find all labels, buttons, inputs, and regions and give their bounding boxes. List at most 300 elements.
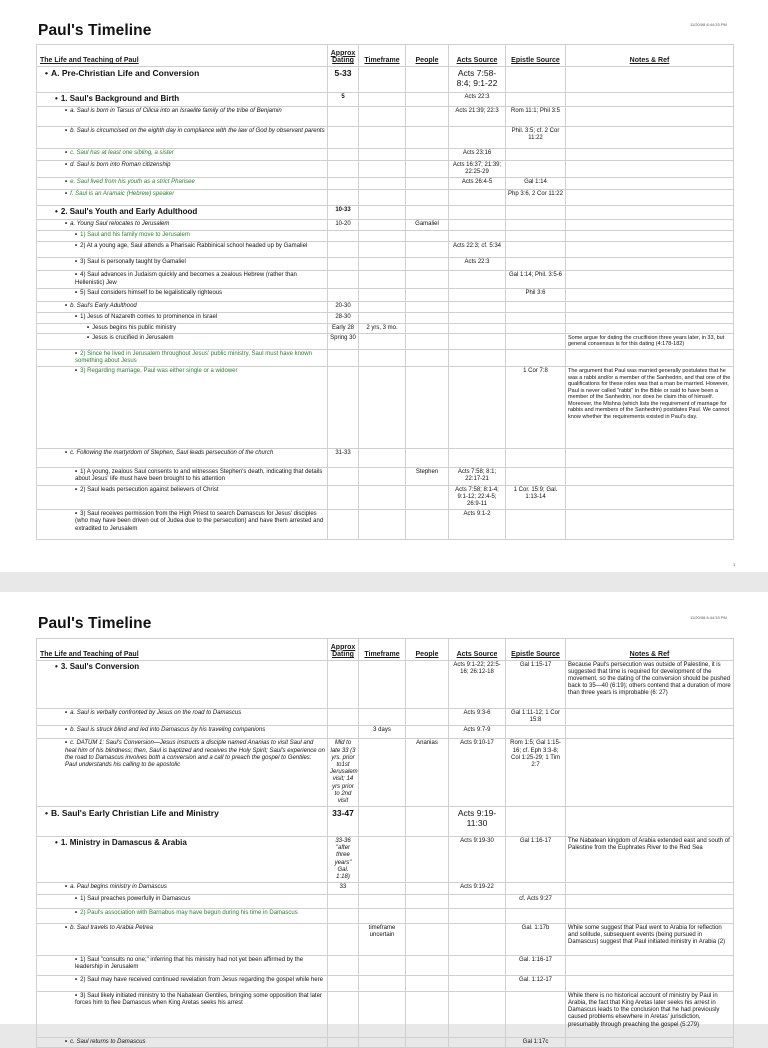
outline-text: A. Pre-Christian Life and Conversion [50,68,200,78]
timeframe-cell [359,231,406,242]
acts-source-cell [449,349,506,366]
outline-item [37,510,328,540]
people-cell [406,485,449,510]
bullet-icon: • [65,108,68,114]
outline-item [37,93,328,107]
approx-dating-cell [328,349,359,366]
column-header: Timeframe [359,45,406,67]
approx-dating-cell [328,924,359,956]
table-row [37,510,734,540]
people-cell [406,206,449,220]
table-row [37,449,734,468]
bullet-icon: • [65,450,68,457]
acts-source-cell: Acts 7:58; 8:1; 22:17-21 [449,468,506,485]
bullet-icon: • [65,710,68,716]
notes-cell [566,312,734,323]
approx-dating-cell [328,242,359,258]
people-cell [406,976,449,992]
outline-item [37,883,328,895]
bullet-icon: • [55,207,58,217]
approx-dating-cell [328,178,359,190]
notes-cell [566,449,734,468]
bullet-icon: • [75,469,78,476]
notes-cell [566,149,734,161]
bullet-icon: • [65,179,68,186]
bullet-icon: • [75,243,78,250]
table-row [37,1038,734,1048]
epistle-source-cell [506,161,566,178]
timeline-table [36,44,734,540]
notes-cell: While some suggest that Paul went to Arabia for reflection and solitude, subsequent events (being pursued in Damascus) suggest that Paul initiated ministry in Arabia (2) [566,924,734,956]
timeframe-cell [359,67,406,93]
timeframe-cell [359,909,406,924]
notes-cell [566,909,734,924]
notes-cell [566,468,734,485]
epistle-source-cell: Gal 1:14; Phil. 3:5-6 [506,271,566,288]
outline-item [37,149,328,161]
outline-text: 1. Saul's Background and Birth [60,94,180,103]
outline-text: 3) Saul is personally taught by Gamaliel [80,259,186,266]
epistle-source-cell [506,468,566,485]
outline-text: 3) Saul likely initiated ministry to the Nabatean Gentiles, bringing some opposition that later forces him to flee Damascus when King Aretas seeks his arrest [75,993,322,1007]
notes-cell [566,288,734,301]
timeline-table [36,638,734,1048]
epistle-source-cell: Gal 1:17c [506,1038,566,1048]
outline-item [37,807,328,837]
outline-item [37,895,328,909]
epistle-source-cell: Gal. 1:12-17 [506,976,566,992]
notes-cell [566,67,734,93]
people-cell [406,323,449,333]
epistle-source-cell: Gal 1:14 [506,178,566,190]
notes-cell [566,807,734,837]
outline-text: 2) Since he lived in Jerusalem throughout Jesus' public ministry, Saul must have known something about Jesus [75,350,312,365]
table-row [37,924,734,956]
outline-item [37,449,328,468]
acts-source-cell [449,231,506,242]
column-header: Epistle Source [506,45,566,67]
outline-item [37,661,328,709]
approx-dating-cell: 20-30 [328,301,359,312]
timeframe-cell [359,367,406,449]
approx-dating-cell [328,231,359,242]
bullet-icon: • [75,259,78,266]
bullet-icon: • [75,957,78,964]
timeframe-cell [359,161,406,178]
approx-dating-cell: Early 28 [328,323,359,333]
epistle-source-cell [506,333,566,349]
outline-text: B. Saul's Early Christian Life and Ministry [50,808,219,819]
bullet-icon: • [55,838,58,848]
approx-dating-cell [328,258,359,271]
people-cell [406,883,449,895]
approx-dating-cell [328,709,359,726]
column-header: People [406,45,449,67]
outline-text: 1) Jesus of Nazareth comes to prominence in Israel [80,313,218,320]
table-row [37,661,734,709]
approx-dating-cell [328,661,359,709]
timeframe-cell [359,258,406,271]
approx-dating-cell: 33-47 [328,807,359,837]
approx-dating-cell [328,992,359,1038]
epistle-source-cell: Php 3:6, 2 Cor 11:22 [506,190,566,206]
timeframe-cell [359,107,406,127]
approx-dating-cell [328,190,359,206]
bullet-icon: • [75,896,78,903]
outline-text: a. Paul begins ministry in Damascus [70,884,167,891]
notes-cell [566,178,734,190]
people-cell [406,909,449,924]
table-row [37,333,734,349]
table-row [37,992,734,1038]
acts-source-cell: Acts 7:58-8:4; 9:1-22 [449,67,506,93]
timeframe-cell [359,127,406,149]
bullet-icon: • [87,334,90,341]
people-cell [406,312,449,323]
people-cell [406,258,449,271]
acts-source-cell [449,127,506,149]
notes-cell [566,220,734,231]
approx-dating-cell [328,271,359,288]
outline-item [37,333,328,349]
acts-source-cell: Acts 9:19-11:30 [449,807,506,837]
bullet-icon: • [55,662,58,671]
acts-source-cell [449,206,506,220]
notes-cell [566,709,734,726]
epistle-source-cell: Phil. 3:5; cf. 2 Cor 11:22 [506,127,566,149]
notes-cell [566,242,734,258]
people-cell [406,242,449,258]
people-cell [406,726,449,739]
column-header: Epistle Source [506,639,566,661]
outline-item [37,231,328,242]
table-row [37,127,734,149]
bullet-icon: • [75,368,78,375]
bullet-icon: • [75,232,78,239]
epistle-source-cell [506,909,566,924]
table-row [37,301,734,312]
epistle-source-cell: Gal 1:15-17 [506,661,566,709]
timeframe-cell [359,449,406,468]
bullet-icon: • [65,740,68,747]
acts-source-cell: Acts 9:19-30 [449,837,506,883]
outline-text: b. Saul travels to Arabia Petrea [70,925,153,932]
bullet-icon: • [45,808,48,819]
page-title: Paul's Timeline [38,615,152,632]
notes-cell [566,1038,734,1048]
column-header: Approx Dating [328,45,359,67]
table-row [37,956,734,976]
acts-source-cell [449,449,506,468]
people-cell [406,956,449,976]
outline-text: 2) Saul leads persecution against believers of Christ [80,486,219,493]
acts-source-cell: Acts 7:58; 8:1-4; 9:1-12; 22:4-5; 26:9-11 [449,485,506,510]
outline-text: 2. Saul's Youth and Early Adulthood [60,207,198,217]
epistle-source-cell [506,883,566,895]
table-row [37,190,734,206]
people-cell [406,709,449,726]
outline-text: c. Saul has at least one sibling, a sister [70,150,174,156]
outline-text: c. Saul returns to Damascus [70,1039,146,1046]
people-cell [406,895,449,909]
approx-dating-cell [328,726,359,739]
bullet-icon: • [65,191,68,198]
outline-item [37,242,328,258]
notes-cell [566,739,734,807]
table-row [37,367,734,449]
approx-dating-cell [328,485,359,510]
timeframe-cell [359,242,406,258]
table-row [37,93,734,107]
table-row [37,242,734,258]
table-row [37,220,734,231]
epistle-source-cell [506,149,566,161]
page-title: Paul's Timeline [38,22,152,39]
timeframe-cell [359,1038,406,1048]
timeframe-cell [359,333,406,349]
notes-cell [566,206,734,220]
people-cell [406,67,449,93]
acts-source-cell [449,271,506,288]
outline-item [37,271,328,288]
approx-dating-cell: 28-30 [328,312,359,323]
acts-source-cell: Acts 9:1-22; 22:5-16; 26:12-18 [449,661,506,709]
timeframe-cell [359,220,406,231]
bullet-icon: • [65,150,68,156]
people-cell [406,271,449,288]
acts-source-cell: Acts 9:3-6 [449,709,506,726]
approx-dating-cell [328,367,359,449]
notes-cell: The Nabatean kingdom of Arabia extended east and south of Palestine from the Euphrates River to the Red Sea [566,837,734,883]
outline-text: b. Saul is struck blind and led into Damascus by his traveling companions [70,727,266,734]
people-cell [406,231,449,242]
notes-cell: Some argue for dating the crucifixion three years later, in 33, but general consensus is for this dating (4:178-182) [566,333,734,349]
epistle-source-cell: 1 Cor. 15:9; Gal. 1:13-14 [506,485,566,510]
acts-source-cell [449,190,506,206]
people-cell [406,449,449,468]
print-timestamp: 11/20/08 8:44:33 PM [690,22,727,27]
table-row [37,323,734,333]
people-cell [406,107,449,127]
outline-item [37,956,328,976]
table-row [37,909,734,924]
bullet-icon: • [65,221,68,228]
notes-cell [566,127,734,149]
epistle-source-cell [506,242,566,258]
epistle-source-cell: Phil 3:6 [506,288,566,301]
notes-cell: The argument that Paul was married generally postulates that he was a rabbi and/or a member of the Sanhedrin, and that one of the qualifications for these roles was that a man be married. However, Paul is never called "rabbi" in the Bible or said to have been a member of the Sanhedrin, nor does he claim this of himself. Moreover, the Mishna (which lists the requirement of marriage for rabbis and members of the Sanhedrin) postdates Paul. We cannot know whether the requirements existed in Paul's day. [566,367,734,449]
bullet-icon: • [55,94,58,103]
timeframe-cell [359,837,406,883]
notes-cell: Because Paul's persecution was outside of Palestine, it is suggested that time is required for development of the movement, so the dating of the conversion should be pushed back to 35—40 (6:19); others contend that a duration of more than three years is improbable (6: 27) [566,661,734,709]
table-row [37,837,734,883]
epistle-source-cell: Rom 1:5; Gal 1:15-16; cf. Eph 3:3-8; Col 1:25-29; 1 Tim 2:7 [506,739,566,807]
acts-source-cell: Acts 21:39; 22:3 [449,107,506,127]
table-row [37,883,734,895]
timeframe-cell [359,976,406,992]
outline-item [37,323,328,333]
approx-dating-cell [328,149,359,161]
people-cell [406,992,449,1038]
epistle-source-cell [506,312,566,323]
outline-text: 3) Regarding marriage, Paul was either single or a widower [80,368,238,375]
notes-cell: While there is no historical account of ministry by Paul in Arabia, the fact that King Aretas later seeks his arrest in Damascus leads to the conclusion that he had previously caused problems elsewhere in Aretas' jurisdiction, presumably through preaching the gospel (5:279) [566,992,734,1038]
people-cell [406,288,449,301]
approx-dating-cell [328,127,359,149]
acts-source-cell [449,312,506,323]
people-cell [406,661,449,709]
people-cell [406,178,449,190]
bullet-icon: • [75,993,78,1000]
outline-item [37,1038,328,1048]
notes-cell [566,323,734,333]
acts-source-cell [449,956,506,976]
approx-dating-cell: Spring 30 [328,333,359,349]
outline-item [37,976,328,992]
epistle-source-cell [506,93,566,107]
outline-text: b. Saul's Early Adulthood [70,302,137,309]
people-cell [406,161,449,178]
bullet-icon: • [65,1039,68,1046]
timeframe-cell [359,288,406,301]
outline-text: e. Saul lived from his youth as a strict Pharisee [70,179,195,186]
outline-text: 4) Saul advances in Judaism quickly and becomes a zealous Hebrew (rather than Hellenistic) Jew [75,272,297,286]
outline-text: a. Saul is verbally confronted by Jesus on the road to Damascus [70,710,242,716]
notes-cell [566,107,734,127]
timeframe-cell [359,709,406,726]
bullet-icon: • [75,313,78,320]
outline-item [37,709,328,726]
table-row [37,206,734,220]
column-header: The Life and Teaching of Paul [37,639,328,661]
epistle-source-cell: Gal 1:16-17 [506,837,566,883]
table-row [37,349,734,366]
epistle-source-cell: Gal. 1:16-17 [506,956,566,976]
outline-text: 1) A young, zealous Saul consents to and witnesses Stephen's death, indicating that details about Jesus' life must have been brought to his attention [75,469,323,483]
outline-text: 2) Saul may have received continued revelation from Jesus regarding the gospel while here [80,977,323,984]
column-header: Notes & Ref [566,639,734,661]
acts-source-cell [449,301,506,312]
document-page-2 [0,592,768,1046]
bullet-icon: • [87,324,90,331]
outline-item [37,178,328,190]
acts-source-cell [449,909,506,924]
timeframe-cell [359,190,406,206]
outline-item [37,349,328,366]
outline-item [37,726,328,739]
approx-dating-cell [328,976,359,992]
timeframe-cell [359,895,406,909]
approx-dating-cell [328,510,359,540]
epistle-source-cell [506,510,566,540]
bullet-icon: • [65,884,68,891]
notes-cell [566,231,734,242]
approx-dating-cell [328,1038,359,1048]
table-row [37,312,734,323]
table-row [37,807,734,837]
notes-cell [566,271,734,288]
people-cell: Stephen [406,468,449,485]
notes-cell [566,510,734,540]
epistle-source-cell [506,449,566,468]
acts-source-cell [449,220,506,231]
people-cell [406,149,449,161]
table-row [37,485,734,510]
approx-dating-cell: 31-33 [328,449,359,468]
outline-item [37,220,328,231]
outline-item [37,301,328,312]
outline-item [37,909,328,924]
timeframe-cell [359,349,406,366]
acts-source-cell: Acts 23:16 [449,149,506,161]
timeframe-cell [359,206,406,220]
table-row [37,976,734,992]
notes-cell [566,883,734,895]
bullet-icon: • [75,511,78,518]
timeframe-cell [359,807,406,837]
outline-text: 5) Saul considers himself to be legalistically righteous [80,289,223,296]
column-header: Acts Source [449,639,506,661]
approx-dating-cell: 33 [328,883,359,895]
outline-text: 1) Saul "consults no one;" inferring that his ministry had not yet been affirmed by the leadership in Jerusalem [75,957,304,971]
approx-dating-cell [328,909,359,924]
notes-cell [566,349,734,366]
epistle-source-cell: Rom 11:1; Phil 3:5 [506,107,566,127]
outline-text: Jesus begins his public ministry [92,324,177,331]
table-row [37,258,734,271]
epistle-source-cell [506,301,566,312]
column-header: People [406,639,449,661]
column-header: Approx Dating [328,639,359,661]
notes-cell [566,485,734,510]
bullet-icon: • [75,289,78,296]
notes-cell [566,976,734,992]
outline-text: 2) At a young age, Saul attends a Pharisaic Rabbinical school headed up by Gamaliel [80,243,308,250]
outline-text: 1) Saul preaches powerfully in Damascus [80,896,191,903]
epistle-source-cell [506,67,566,93]
acts-source-cell: Acts 9:7-9 [449,726,506,739]
notes-cell [566,190,734,206]
outline-item [37,837,328,883]
notes-cell [566,93,734,107]
people-cell [406,190,449,206]
print-timestamp: 11/20/08 8:44:33 PM [690,615,727,620]
bullet-icon: • [65,128,68,134]
acts-source-cell [449,924,506,956]
outline-item [37,161,328,178]
outline-text: d. Saul is born into Roman citizenship [70,162,171,168]
timeframe-cell [359,149,406,161]
timeframe-cell [359,301,406,312]
people-cell [406,333,449,349]
acts-source-cell: Acts 26:4-5 [449,178,506,190]
acts-source-cell [449,1038,506,1048]
bullet-icon: • [75,486,78,493]
table-row [37,468,734,485]
timeframe-cell [359,468,406,485]
acts-source-cell [449,992,506,1038]
acts-source-cell: Acts 9:10-17 [449,739,506,807]
approx-dating-cell [328,107,359,127]
approx-dating-cell: 5 [328,93,359,107]
timeframe-cell [359,739,406,807]
table-row [37,895,734,909]
people-cell [406,837,449,883]
column-header: Notes & Ref [566,45,734,67]
acts-source-cell: Acts 22:3 [449,93,506,107]
epistle-source-cell [506,323,566,333]
outline-item [37,127,328,149]
